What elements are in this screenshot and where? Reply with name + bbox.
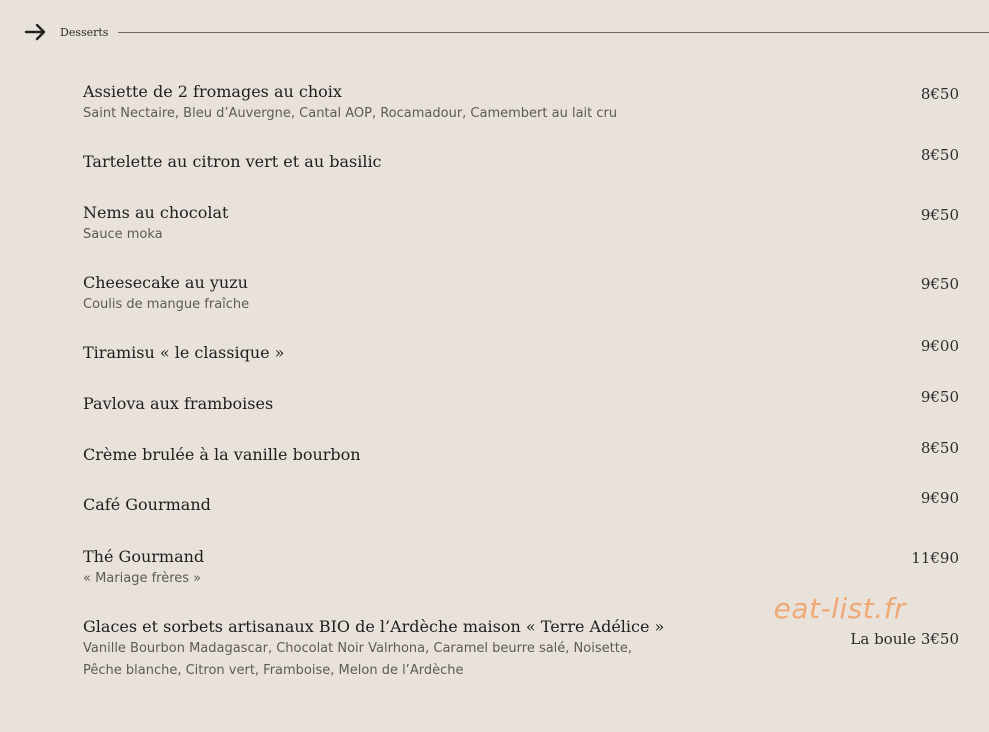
item-price: 8€50 [920, 85, 959, 103]
arrow-right-icon[interactable] [24, 20, 48, 44]
menu-item-cafe-gourmand [83, 489, 959, 516]
item-price: 9€90 [920, 489, 959, 507]
item-description: Sauce moka [83, 227, 163, 242]
menu-item-nems [83, 202, 959, 246]
item-description: « Mariage frères » [83, 571, 202, 586]
menu-item-tartelette [83, 146, 959, 173]
item-price: La boule 3€50 [850, 630, 959, 648]
section-header [24, 20, 989, 44]
item-price: 11€90 [911, 549, 959, 567]
section-divider [118, 32, 989, 33]
item-name: Nems au chocolat [83, 203, 229, 222]
section-title: Desserts [60, 25, 109, 39]
menu-item-the-gourmand [83, 546, 959, 590]
item-name: Glaces et sorbets artisanaux BIO de l’Ardèche maison « Terre Adélice » [83, 617, 665, 636]
menu-item-fromages [83, 81, 959, 125]
item-name: Café Gourmand [83, 495, 211, 514]
item-price: 9€50 [920, 206, 959, 224]
item-price: 9€50 [920, 275, 959, 293]
item-price: 8€50 [920, 146, 959, 164]
item-description-line-2: Pêche blanche, Citron vert, Framboise, Melon de l’Ardèche [83, 663, 464, 678]
item-description: Vanille Bourbon Madagascar, Chocolat Noir Valrhona, Caramel beurre salé, Noisette, [83, 641, 632, 656]
item-description: Saint Nectaire, Bleu d’Auvergne, Cantal AOP, Rocamadour, Camembert au lait cru [83, 106, 618, 121]
watermark-logo: eat-list.fr [773, 592, 906, 625]
menu-item-tiramisu [83, 337, 959, 364]
item-price: 8€50 [920, 439, 959, 457]
item-name: Assiette de 2 fromages au choix [83, 82, 342, 101]
item-name: Crème brulée à la vanille bourbon [83, 445, 361, 464]
item-name: Pavlova aux framboises [83, 394, 274, 413]
item-name: Thé Gourmand [83, 547, 205, 566]
item-name: Tiramisu « le classique » [83, 343, 285, 362]
item-name: Cheesecake au yuzu [83, 273, 248, 292]
item-description: Coulis de mangue fraîche [83, 297, 250, 312]
item-price: 9€00 [920, 337, 959, 355]
menu-item-pavlova [83, 388, 959, 415]
menu-item-creme-brulee [83, 439, 959, 466]
menu-item-glaces [83, 616, 959, 682]
item-name: Tartelette au citron vert et au basilic [83, 152, 382, 171]
menu-item-cheesecake [83, 272, 959, 316]
item-price: 9€50 [920, 388, 959, 406]
